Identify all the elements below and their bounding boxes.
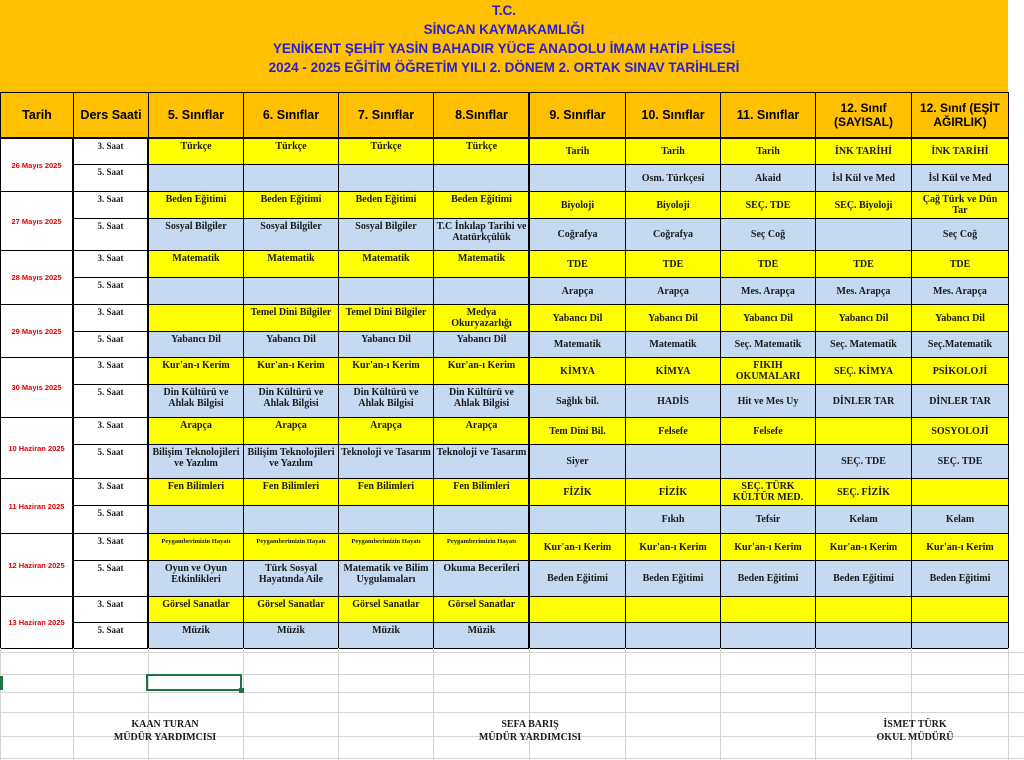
gridline [338, 648, 339, 760]
schedule-cell[interactable]: TDE [625, 250, 721, 278]
schedule-cell[interactable]: Matematik [529, 331, 626, 358]
gridline [0, 712, 1024, 713]
schedule-cell[interactable]: T.C İnkılap Tarihi ve Atatürkçülük [433, 218, 530, 251]
period-cell[interactable]: 3. Saat [73, 250, 148, 278]
schedule-cell[interactable]: Matematik [625, 331, 721, 358]
schedule-cell[interactable] [148, 505, 244, 534]
gridline [0, 648, 1, 760]
schedule-cell[interactable]: Seç. Matematik [720, 331, 816, 358]
schedule-cell[interactable]: Kelam [815, 505, 912, 534]
signature-2-title: MÜDÜR YARDIMCISI [478, 732, 582, 743]
schedule-cell[interactable] [625, 622, 721, 649]
period-cell[interactable]: 5. Saat [73, 444, 148, 479]
schedule-cell[interactable]: FIKIH OKUMALARI [720, 357, 816, 385]
schedule-cell[interactable]: Matematik [148, 250, 244, 278]
schedule-cell[interactable] [815, 622, 912, 649]
schedule-cell[interactable]: Tarih [625, 138, 721, 165]
schedule-cell[interactable]: Oyun ve Oyun Etkinlikleri [148, 560, 244, 597]
schedule-cell[interactable]: İsl Kül ve Med [911, 164, 1009, 192]
schedule-cell[interactable]: Türkçe [243, 138, 339, 165]
schedule-cell[interactable] [338, 277, 434, 305]
schedule-cell[interactable]: Müzik [148, 622, 244, 649]
gridline [625, 648, 626, 760]
schedule-cell[interactable]: Matematik [338, 250, 434, 278]
schedule-cell[interactable]: Hit ve Mes Uy [720, 384, 816, 418]
schedule-cell[interactable]: Kur'an-ı Kerim [529, 533, 626, 561]
date-cell[interactable]: 30 Mayıs 2025 [0, 357, 73, 418]
schedule-cell[interactable]: Kur'an-ı Kerim [338, 357, 434, 385]
schedule-cell[interactable]: SEÇ. FİZİK [815, 478, 912, 506]
schedule-cell[interactable]: Teknoloji ve Tasarım [338, 444, 434, 479]
schedule-cell[interactable]: Peygamberimizin Hayatı [433, 533, 530, 561]
schedule-cell[interactable]: Seç Coğ [911, 218, 1009, 251]
signature-1-title: MÜDÜR YARDIMCISI [113, 732, 217, 743]
schedule-cell[interactable]: Arapça [243, 417, 339, 445]
schedule-cell[interactable]: Din Kültürü ve Ahlak Bilgisi [243, 384, 339, 418]
schedule-cell[interactable]: Peygamberimizin Hayatı [243, 533, 339, 561]
schedule-cell[interactable]: Müzik [338, 622, 434, 649]
schedule-cell[interactable]: Din Kültürü ve Ahlak Bilgisi [338, 384, 434, 418]
date-cell[interactable]: 29 Mayıs 2025 [0, 304, 73, 358]
schedule-cell[interactable] [148, 277, 244, 305]
date-cell[interactable]: 27 Mayıs 2025 [0, 191, 73, 251]
schedule-cell[interactable] [243, 505, 339, 534]
schedule-cell[interactable]: Kur'an-ı Kerim [148, 357, 244, 385]
schedule-cell[interactable]: Fen Bilimleri [338, 478, 434, 506]
schedule-cell[interactable]: TDE [911, 250, 1009, 278]
schedule-cell[interactable]: Arapça [148, 417, 244, 445]
schedule-cell[interactable]: Kur'an-ı Kerim [243, 357, 339, 385]
schedule-cell[interactable]: Arapça [338, 417, 434, 445]
gridline [815, 648, 816, 760]
schedule-cell[interactable] [911, 622, 1009, 649]
schedule-cell[interactable]: Müzik [433, 622, 530, 649]
gridline [1008, 648, 1009, 760]
schedule-cell[interactable] [625, 444, 721, 479]
schedule-cell[interactable]: Arapça [433, 417, 530, 445]
period-cell[interactable]: 5. Saat [73, 277, 148, 305]
schedule-cell[interactable]: Beden Eğitimi [625, 560, 721, 597]
schedule-cell[interactable]: Tarih [720, 138, 816, 165]
schedule-cell[interactable]: Yabancı Dil [433, 331, 530, 358]
schedule-cell[interactable]: Müzik [243, 622, 339, 649]
schedule-cell[interactable] [433, 505, 530, 534]
signature-3 [830, 718, 1000, 744]
signature-3-name: İSMET TÜRK [883, 719, 947, 730]
schedule-cell[interactable]: Türkçe [433, 138, 530, 165]
schedule-cell[interactable] [529, 596, 626, 623]
date-cell[interactable]: 10 Haziran 2025 [0, 417, 73, 479]
schedule-cell[interactable]: SEÇ. TDE [720, 191, 816, 219]
schedule-cell[interactable]: SOSYOLOJİ [911, 417, 1009, 445]
selected-cell[interactable] [146, 674, 242, 691]
schedule-cell[interactable]: Seç Coğ [720, 218, 816, 251]
schedule-cell[interactable] [815, 596, 912, 623]
schedule-cell[interactable]: FİZİK [625, 478, 721, 506]
schedule-cell[interactable]: Yabancı Dil [243, 331, 339, 358]
schedule-cell[interactable]: Türkçe [148, 138, 244, 165]
schedule-cell[interactable]: Din Kültürü ve Ahlak Bilgisi [433, 384, 530, 418]
schedule-cell[interactable]: Görsel Sanatlar [148, 596, 244, 623]
date-cell[interactable]: 12 Haziran 2025 [0, 533, 73, 597]
schedule-cell[interactable] [338, 164, 434, 192]
schedule-cell[interactable] [243, 164, 339, 192]
column-header-4[interactable]: 7. Sınıflar [338, 92, 434, 138]
schedule-cell[interactable]: Temel Dini Bilgiler [243, 304, 339, 332]
schedule-cell[interactable]: Fen Bilimleri [243, 478, 339, 506]
schedule-cell[interactable]: Görsel Sanatlar [243, 596, 339, 623]
row-indicator [0, 676, 3, 690]
date-cell[interactable]: 11 Haziran 2025 [0, 478, 73, 534]
schedule-cell[interactable] [433, 277, 530, 305]
period-cell[interactable]: 3. Saat [73, 138, 148, 165]
schedule-cell[interactable]: Sosyal Bilgiler [338, 218, 434, 251]
period-cell[interactable]: 5. Saat [73, 560, 148, 597]
column-header-3[interactable]: 6. Sınıflar [243, 92, 339, 138]
period-cell[interactable]: 5. Saat [73, 622, 148, 649]
schedule-cell[interactable]: Beden Eğitimi [529, 560, 626, 597]
schedule-cell[interactable]: Kur'an-ı Kerim [433, 357, 530, 385]
fill-handle[interactable] [239, 688, 244, 693]
column-header-2[interactable]: 5. Sınıflar [148, 92, 244, 138]
column-header-10[interactable]: 12. Sınıf (EŞİT AĞIRLIK) [911, 92, 1009, 138]
schedule-cell[interactable]: Siyer [529, 444, 626, 479]
schedule-cell[interactable]: Bilişim Teknolojileri ve Yazılım [148, 444, 244, 479]
gridline [0, 692, 1024, 693]
schedule-cell[interactable]: DİNLER TAR [815, 384, 912, 418]
schedule-cell[interactable]: Felsefe [625, 417, 721, 445]
column-header-7[interactable]: 10. Sınıflar [625, 92, 721, 138]
title-line-3: YENİKENT ŞEHİT YASİN BAHADIR YÜCE ANADOLU İMAM HATİP LİSESİ [272, 41, 736, 56]
schedule-cell[interactable]: Peygamberimizin Hayatı [338, 533, 434, 561]
period-cell[interactable]: 5. Saat [73, 384, 148, 418]
schedule-cell[interactable]: Beden Eğitimi [338, 191, 434, 219]
schedule-cell[interactable]: Arapça [625, 277, 721, 305]
schedule-cell[interactable] [433, 164, 530, 192]
schedule-cell[interactable]: Mes. Arapça [720, 277, 816, 305]
schedule-cell[interactable]: Felsefe [720, 417, 816, 445]
date-cell[interactable]: 13 Haziran 2025 [0, 596, 73, 649]
schedule-cell[interactable]: Yabancı Dil [529, 304, 626, 332]
schedule-cell[interactable]: SEÇ. TDE [911, 444, 1009, 479]
schedule-cell[interactable]: Sosyal Bilgiler [148, 218, 244, 251]
schedule-cell[interactable]: Türk Sosyal Hayatında Aile [243, 560, 339, 597]
schedule-cell[interactable]: İNK TARİHİ [911, 138, 1009, 165]
schedule-cell[interactable] [148, 304, 244, 332]
schedule-cell[interactable] [911, 596, 1009, 623]
gridline [73, 648, 74, 760]
schedule-cell[interactable] [148, 164, 244, 192]
schedule-cell[interactable]: Fen Bilimleri [433, 478, 530, 506]
schedule-cell[interactable] [911, 478, 1009, 506]
gridline [0, 758, 1024, 759]
column-header-5[interactable]: 8.Sınıflar [433, 92, 530, 138]
schedule-cell[interactable]: Yabancı Dil [148, 331, 244, 358]
schedule-cell[interactable]: SEÇ. Biyoloji [815, 191, 912, 219]
schedule-cell[interactable]: Sosyal Bilgiler [243, 218, 339, 251]
column-header-1[interactable]: Ders Saati [73, 92, 149, 138]
schedule-cell[interactable]: Kelam [911, 505, 1009, 534]
schedule-cell[interactable] [720, 444, 816, 479]
period-cell[interactable]: 5. Saat [73, 164, 148, 192]
schedule-cell[interactable]: Matematik ve Bilim Uygulamaları [338, 560, 434, 597]
block-divider [528, 92, 530, 648]
period-cell[interactable]: 3. Saat [73, 417, 148, 445]
signature-1 [80, 718, 250, 744]
schedule-cell[interactable]: Medya Okuryazarlığı [433, 304, 530, 332]
gridline [433, 648, 434, 760]
schedule-cell[interactable]: KİMYA [625, 357, 721, 385]
schedule-cell[interactable]: Akaid [720, 164, 816, 192]
title-line-1: T.C. [491, 3, 516, 18]
schedule-cell[interactable]: Biyoloji [529, 191, 626, 219]
schedule-cell[interactable]: Teknoloji ve Tasarım [433, 444, 530, 479]
schedule-cell[interactable]: Tarih [529, 138, 626, 165]
schedule-cell[interactable]: DİNLER TAR [911, 384, 1009, 418]
period-cell[interactable]: 5. Saat [73, 331, 148, 358]
schedule-cell[interactable]: Coğrafya [529, 218, 626, 251]
schedule-cell[interactable]: Seç. Matematik [815, 331, 912, 358]
schedule-cell[interactable]: KİMYA [529, 357, 626, 385]
schedule-cell[interactable]: Yabancı Dil [815, 304, 912, 332]
period-cell[interactable]: 3. Saat [73, 533, 148, 561]
schedule-cell[interactable]: SEÇ. KİMYA [815, 357, 912, 385]
column-header-0[interactable]: Tarih [0, 92, 74, 138]
schedule-cell[interactable]: Okuma Becerileri [433, 560, 530, 597]
schedule-cell[interactable]: Beden Eğitimi [243, 191, 339, 219]
schedule-cell[interactable]: Beden Eğitimi [911, 560, 1009, 597]
column-header-6[interactable]: 9. Sınıflar [529, 92, 626, 138]
schedule-cell[interactable] [720, 596, 816, 623]
gridline [720, 648, 721, 760]
schedule-cell[interactable]: FİZİK [529, 478, 626, 506]
schedule-cell[interactable]: Peygamberimizin Hayatı [148, 533, 244, 561]
column-header-9[interactable]: 12. Sınıf (SAYISAL) [815, 92, 912, 138]
schedule-cell[interactable]: Biyoloji [625, 191, 721, 219]
schedule-cell[interactable]: PSİKOLOJİ [911, 357, 1009, 385]
date-cell[interactable]: 26 Mayıs 2025 [0, 138, 73, 192]
schedule-cell[interactable]: TDE [815, 250, 912, 278]
schedule-cell[interactable]: HADİS [625, 384, 721, 418]
schedule-cell[interactable]: Yabancı Dil [338, 331, 434, 358]
schedule-cell[interactable]: Bilişim Teknolojileri ve Yazılım [243, 444, 339, 479]
schedule-cell[interactable]: Beden Eğitimi [433, 191, 530, 219]
schedule-cell[interactable]: İsl Kül ve Med [815, 164, 912, 192]
schedule-cell[interactable] [529, 164, 626, 192]
signature-3-title: OKUL MÜDÜRÜ [876, 732, 954, 743]
schedule-cell[interactable]: Beden Eğitimi [720, 560, 816, 597]
period-cell[interactable]: 3. Saat [73, 357, 148, 385]
period-cell[interactable]: 3. Saat [73, 596, 148, 623]
schedule-cell[interactable]: Kur'an-ı Kerim [625, 533, 721, 561]
schedule-cell[interactable]: Seç.Matematik [911, 331, 1009, 358]
schedule-cell[interactable]: TDE [529, 250, 626, 278]
schedule-cell[interactable]: SEÇ. TÜRK KÜLTÜR MED. [720, 478, 816, 506]
schedule-cell[interactable]: İNK TARİHİ [815, 138, 912, 165]
schedule-cell[interactable] [815, 417, 912, 445]
schedule-cell[interactable]: Matematik [243, 250, 339, 278]
schedule-cell[interactable]: Kur'an-ı Kerim [911, 533, 1009, 561]
column-header-8[interactable]: 11. Sınıflar [720, 92, 816, 138]
schedule-cell[interactable]: Kur'an-ı Kerim [815, 533, 912, 561]
schedule-cell[interactable]: Coğrafya [625, 218, 721, 251]
schedule-cell[interactable]: Osm. Türkçesi [625, 164, 721, 192]
schedule-cell[interactable]: Yabancı Dil [720, 304, 816, 332]
schedule-cell[interactable]: Arapça [529, 277, 626, 305]
schedule-cell[interactable]: Yabancı Dil [625, 304, 721, 332]
schedule-cell[interactable]: SEÇ. TDE [815, 444, 912, 479]
signature-1-name: KAAN TURAN [131, 719, 199, 730]
schedule-cell[interactable]: Tem Dini Bil. [529, 417, 626, 445]
schedule-cell[interactable]: Beden Eğitimi [815, 560, 912, 597]
period-cell[interactable]: 3. Saat [73, 191, 148, 219]
schedule-cell[interactable]: Mes. Arapça [815, 277, 912, 305]
schedule-cell[interactable]: Fen Bilimleri [148, 478, 244, 506]
schedule-cell[interactable] [625, 596, 721, 623]
schedule-cell[interactable] [529, 622, 626, 649]
schedule-cell[interactable]: Türkçe [338, 138, 434, 165]
schedule-cell[interactable]: Sağlık bil. [529, 384, 626, 418]
signature-2-name: SEFA BARIŞ [501, 719, 559, 730]
schedule-cell[interactable]: Fıkıh [625, 505, 721, 534]
schedule-cell[interactable]: Tefsir [720, 505, 816, 534]
title-line-4: 2024 - 2025 EĞİTİM ÖĞRETİM YILI 2. DÖNEM 2. ORTAK SINAV TARİHLERİ [268, 60, 740, 75]
date-cell[interactable]: 28 Mayıs 2025 [0, 250, 73, 305]
schedule-cell[interactable]: Din Kültürü ve Ahlak Bilgisi [148, 384, 244, 418]
title-banner [0, 0, 1008, 92]
schedule-cell[interactable]: Matematik [433, 250, 530, 278]
gridline [0, 652, 1024, 653]
schedule-cell[interactable] [529, 505, 626, 534]
schedule-cell[interactable]: Yabancı Dil [911, 304, 1009, 332]
period-cell[interactable]: 5. Saat [73, 505, 148, 534]
schedule-cell[interactable] [338, 505, 434, 534]
schedule-cell[interactable]: Mes. Arapça [911, 277, 1009, 305]
schedule-cell[interactable]: Görsel Sanatlar [338, 596, 434, 623]
schedule-cell[interactable]: Kur'an-ı Kerim [720, 533, 816, 561]
period-cell[interactable]: 5. Saat [73, 218, 148, 251]
schedule-cell[interactable]: Çağ Türk ve Dün Tar [911, 191, 1009, 219]
schedule-cell[interactable]: TDE [720, 250, 816, 278]
signature-2 [445, 718, 615, 744]
schedule-cell[interactable]: Temel Dini Bilgiler [338, 304, 434, 332]
schedule-cell[interactable]: Beden Eğitimi [148, 191, 244, 219]
period-cell[interactable]: 3. Saat [73, 304, 148, 332]
schedule-cell[interactable] [815, 218, 912, 251]
period-cell[interactable]: 3. Saat [73, 478, 148, 506]
title-line-2: SİNCAN KAYMAKAMLIĞI [423, 22, 585, 37]
schedule-cell[interactable]: Görsel Sanatlar [433, 596, 530, 623]
schedule-cell[interactable] [243, 277, 339, 305]
schedule-cell[interactable] [720, 622, 816, 649]
